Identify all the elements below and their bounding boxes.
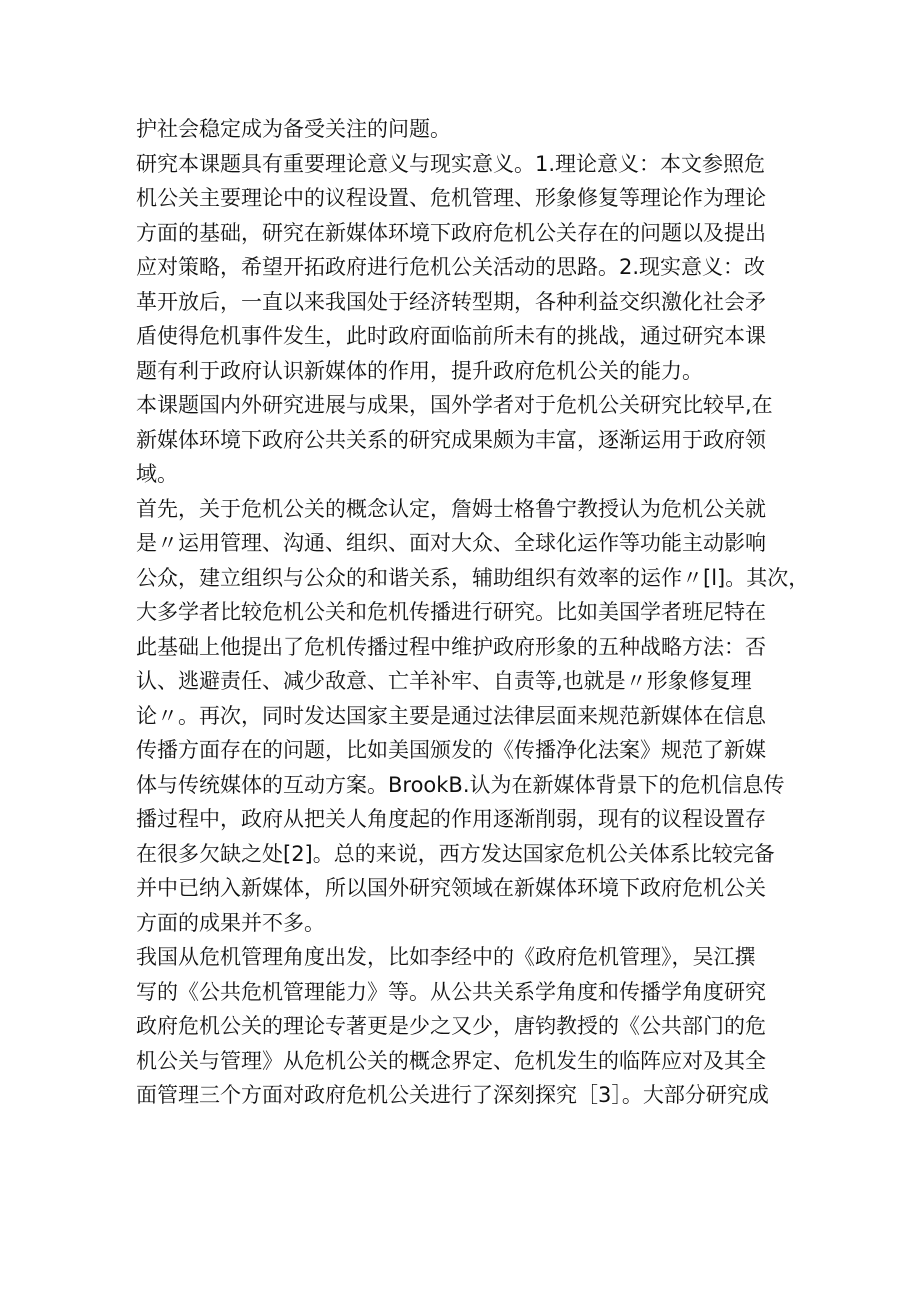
text-line: 政府危机公关的理论专著更是少之又少，唐钧教授的《公共部门的危	[136, 1014, 766, 1038]
text-line: 大多学者比较危机公关和危机传播进行研究。比如美国学者班尼特在	[136, 600, 766, 624]
text-line: 认、逃避责任、减少敌意、亡羊补牢、自责等,也就是〃形象修复理	[136, 669, 752, 693]
text-line: 护社会稳定成为备受关注的问题。	[136, 117, 451, 141]
text-line: 研究本课题具有重要理论意义与现实意义。1.理论意义：本文参照危	[136, 151, 766, 176]
text-line: 机公关与管理》从危机公关的概念界定、危机发生的临阵应对及其全	[136, 1048, 766, 1073]
text-line: 我国从危机管理角度出发，比如李经中的《政府危机管理》，吴江撰	[136, 945, 756, 969]
text-line: 应对策略，希望开拓政府进行危机公关活动的思路。2.现实意义：改	[136, 255, 766, 279]
text-line: 本课题国内外研究进展与成果，国外学者对于危机公关研究比较早,在	[136, 393, 773, 417]
text-line: 此基础上他提出了危机传播过程中维护政府形象的五种战略方法：否	[136, 634, 766, 659]
text-line: 域。	[136, 462, 178, 486]
text-line: 在很多欠缺之处[2]。总的来说，西方发达国家危机公关体系比较完备	[136, 841, 775, 866]
text-line: 盾使得危机事件发生，此时政府面临前所未有的挑战，通过研究本课	[136, 324, 766, 348]
text-line: 是〃运用管理、沟通、组织、面对大众、全球化运作等功能主动影响	[136, 531, 766, 555]
text-line: 写的《公共危机管理能力》等。从公共关系学角度和传播学角度研究	[136, 979, 766, 1004]
text-line: 播过程中，政府从把关人角度起的作用逐渐削弱，现有的议程设置存	[136, 807, 766, 831]
text-line: 方面的成果并不多。	[136, 910, 325, 935]
text-line: 方面的基础，研究在新媒体环境下政府危机公关存在的问题以及提出	[136, 220, 766, 245]
text-line: 题有利于政府认识新媒体的作用，提升政府危机公关的能力。	[136, 358, 703, 383]
text-line: 论〃。再次，同时发达国家主要是通过法律层面来规范新媒体在信息	[136, 703, 766, 728]
text-line: 公众，建立组织与公众的和谐关系，辅助组织有效率的运作〃[l]。其次，	[136, 565, 810, 590]
text-line: 并中已纳入新媒体，所以国外研究领域在新媒体环境下政府危机公关	[136, 876, 766, 900]
text-line: 体与传统媒体的互动方案。BrookB.认为在新媒体背景下的危机信息传	[136, 772, 785, 797]
text-line: 首先，关于危机公关的概念认定，詹姆士格鲁宁教授认为危机公关就	[136, 496, 766, 521]
document-body	[136, 112, 810, 1113]
text-line: 机公关主要理论中的议程设置、危机管理、形象修复等理论作为理论	[136, 186, 766, 210]
text-line: 新媒体环境下政府公共关系的研究成果颇为丰富，逐渐运用于政府领	[136, 427, 766, 452]
text-line: 传播方面存在的问题，比如美国颁发的《传播净化法案》规范了新媒	[136, 738, 766, 762]
text-line: 革开放后，一直以来我国处于经济转型期，各种利益交织激化社会矛	[136, 289, 766, 314]
text-line: 面管理三个方面对政府危机公关进行了深刻探究［3］。大部分研究成	[136, 1083, 769, 1107]
